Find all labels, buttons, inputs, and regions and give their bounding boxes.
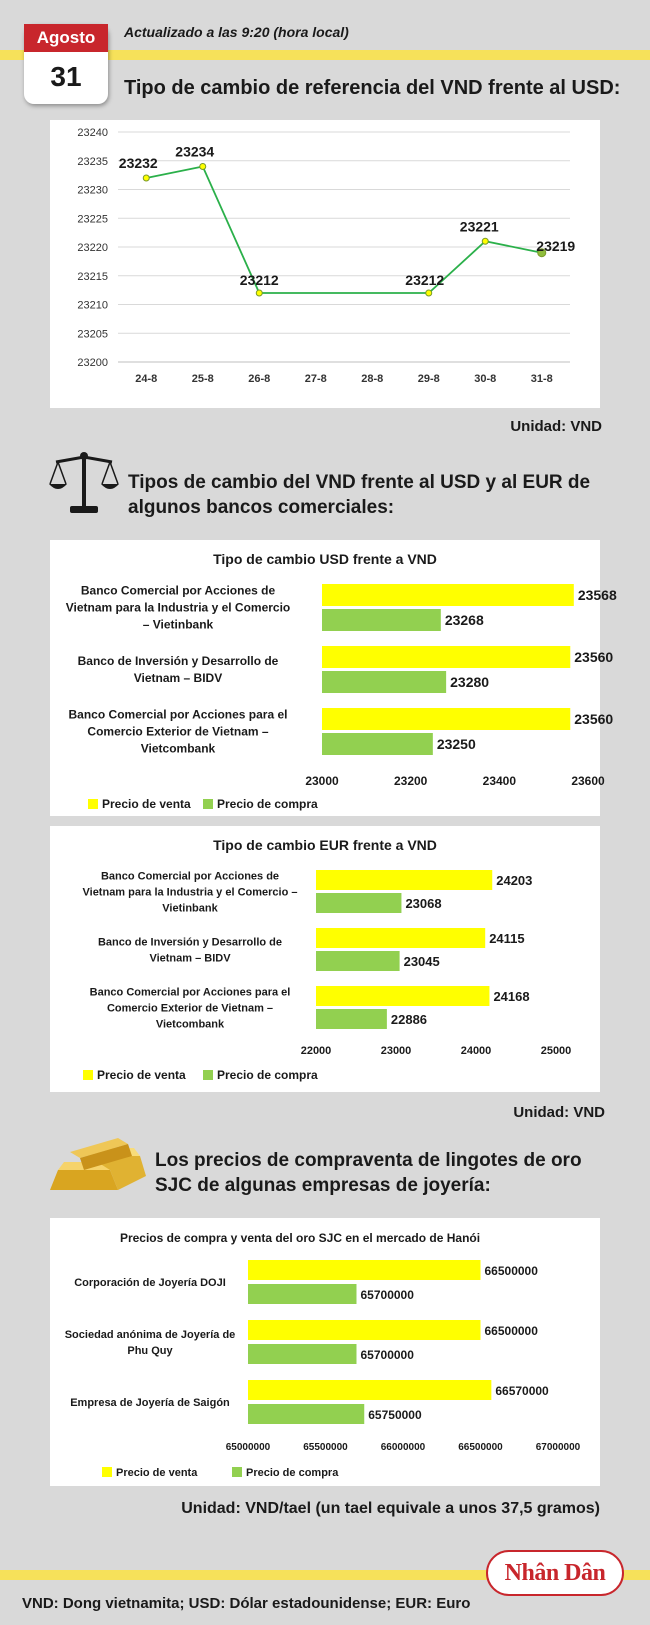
gold-chart-panel	[50, 1218, 600, 1486]
bar-sell	[248, 1380, 491, 1400]
y-tick-label: 23210	[77, 299, 108, 312]
eur-chart-panel	[50, 826, 600, 1092]
bar-value-label: 22886	[390, 1012, 428, 1027]
data-label: 23212	[405, 272, 445, 288]
date-day: 31	[50, 61, 82, 92]
legend-swatch	[203, 799, 213, 809]
y-tick-label: 23215	[77, 270, 108, 283]
bar-buy	[316, 893, 401, 913]
x-tick-label: 66000000	[380, 1442, 426, 1453]
x-tick-label: 31-8	[530, 373, 553, 385]
section2-unit: Unidad: VND	[513, 1104, 605, 1121]
x-tick-label: 24000	[460, 1045, 492, 1057]
bar-buy	[322, 733, 433, 755]
y-tick-label: 23225	[77, 213, 108, 226]
data-label: 23232	[118, 155, 158, 171]
bar-sell	[316, 928, 485, 948]
legend-label: Precio de compra	[217, 1068, 318, 1082]
category-label: Sociedad anónima de Joyería de	[64, 1329, 236, 1341]
bar-value-label: 23045	[403, 954, 440, 969]
x-tick-label: 28-8	[361, 373, 384, 385]
bar-value-label: 66570000	[495, 1384, 549, 1398]
usd-bar-chart	[50, 540, 617, 816]
y-tick-label: 23200	[77, 357, 108, 369]
category-label: Comercio Exterior de Vietnam –	[106, 1002, 274, 1015]
data-label: 23221	[459, 218, 499, 235]
category-label: Vietinbank	[162, 902, 218, 915]
section3-title	[155, 1148, 582, 1198]
section1-title: Tipo de cambio de referencia del VND frente al USD:	[124, 77, 621, 99]
category-label: Vietnam para la Industria y el Comercio –	[82, 886, 298, 899]
x-tick-label: 30-8	[474, 373, 497, 385]
x-tick-label: 23000	[305, 774, 339, 788]
x-tick-label: 22000	[300, 1045, 332, 1057]
category-label: Banco de Inversión y Desarrollo de	[97, 936, 283, 949]
logo-text: Nhân Dân	[504, 1559, 606, 1586]
category-label: Vietnam para la Industria y el Comercio	[65, 600, 291, 615]
legend-label: Precio de compra	[217, 797, 318, 811]
section2-title-line2: algunos bancos comerciales:	[128, 497, 395, 518]
legend-swatch	[88, 799, 98, 809]
bar-value-label: 66500000	[484, 1264, 538, 1278]
x-tick-label: 66500000	[458, 1442, 503, 1453]
section3-title-line1: Los precios de compraventa de lingotes de oro	[155, 1150, 582, 1171]
bar-value-label: 23560	[574, 711, 614, 727]
y-tick-label: 23235	[77, 155, 108, 168]
bar-sell	[316, 986, 489, 1006]
bar-sell	[322, 708, 570, 730]
x-tick-label: 23400	[482, 774, 517, 788]
x-tick-label: 25000	[540, 1045, 572, 1057]
data-label: 23212	[239, 272, 279, 288]
gold-bars-icon	[48, 1130, 148, 1205]
date-month: Agosto	[24, 24, 108, 52]
section3-unit: Unidad: VND/tael (un tael equivale a unos 37,5 gramos)	[181, 1500, 600, 1517]
category-label: Phu Quy	[127, 1345, 173, 1357]
bar-value-label: 23560	[574, 649, 614, 665]
nhandan-logo	[486, 1550, 624, 1596]
category-label: Empresa de Joyería de Saigón	[70, 1397, 230, 1409]
data-label: 23234	[175, 143, 215, 160]
line-chart	[50, 120, 600, 408]
section2-title	[128, 470, 590, 520]
legend-swatch	[83, 1070, 93, 1080]
bar-buy	[322, 609, 441, 631]
x-tick-label: 26-8	[248, 373, 271, 385]
y-tick-label: 23205	[77, 328, 108, 341]
x-tick-label: 65000000	[225, 1442, 271, 1453]
data-point	[256, 290, 262, 296]
category-label: Comercio Exterior de Vietnam –	[87, 724, 269, 739]
data-point	[143, 175, 149, 181]
bar-buy	[322, 671, 446, 693]
bar-sell	[316, 870, 492, 890]
x-tick-label: 25-8	[191, 373, 214, 385]
section3-title-line2: SJC de algunas empresas de joyería:	[155, 1175, 491, 1196]
bar-sell	[322, 646, 570, 668]
x-tick-label: 24-8	[135, 373, 158, 385]
bar-sell	[322, 584, 574, 606]
data-point	[426, 290, 432, 296]
bar-value-label: 23250	[436, 736, 476, 752]
bar-value-label: 65750000	[368, 1408, 422, 1422]
bar-buy	[248, 1344, 357, 1364]
x-tick-label: 23600	[571, 774, 605, 788]
category-label: – Vietinbank	[142, 617, 214, 632]
x-tick-label: 23000	[380, 1045, 412, 1057]
category-label: Banco Comercial por Acciones para el	[89, 986, 291, 999]
data-label: 23219	[536, 237, 576, 254]
data-point	[200, 164, 206, 170]
x-tick-label: 65500000	[303, 1442, 348, 1453]
updated-time: Actualizado a las 9:20 (hora local)	[124, 24, 349, 40]
legend-swatch	[203, 1070, 213, 1080]
bar-buy	[316, 1009, 387, 1029]
x-tick-label: 27-8	[304, 373, 327, 385]
category-label: Vietcombank	[140, 741, 216, 756]
bar-sell	[248, 1260, 481, 1280]
category-label: Banco Comercial por Acciones para el	[68, 707, 288, 722]
y-tick-label: 23240	[77, 127, 108, 139]
category-label: Corporación de Joyería DOJI	[74, 1277, 226, 1289]
legend-label: Precio de venta	[102, 797, 191, 811]
gold-bar-chart	[50, 1218, 600, 1486]
category-label: Banco de Inversión y Desarrollo de	[77, 654, 279, 668]
category-label: Banco Comercial por Acciones de	[100, 870, 280, 883]
category-label: Vietnam – BIDV	[149, 952, 231, 965]
section1-unit: Unidad: VND	[510, 418, 602, 435]
date-badge	[24, 24, 108, 104]
scales-icon	[48, 448, 120, 525]
legend-label: Precio de compra	[246, 1467, 339, 1479]
bar-buy	[316, 951, 400, 971]
legend-swatch	[102, 1467, 112, 1477]
bar-value-label: 65700000	[360, 1348, 414, 1362]
usd-chart-panel	[50, 540, 617, 816]
chart-title: Precios de compra y venta del oro SJC en el mercado de Hanói	[119, 1231, 481, 1245]
section2-title-line1: Tipos de cambio del VND frente al USD y al EUR de	[128, 472, 591, 493]
bar-value-label: 66500000	[484, 1324, 538, 1338]
y-tick-label: 23230	[77, 184, 108, 197]
bar-buy	[248, 1284, 357, 1304]
bar-buy	[248, 1404, 364, 1424]
legend-label: Precio de venta	[97, 1068, 186, 1082]
bar-value-label: 65700000	[360, 1288, 414, 1302]
bar-value-label: 23280	[450, 674, 490, 690]
footer-note: VND: Dong vietnamita; USD: Dólar estadounidense; EUR: Euro	[22, 1595, 471, 1612]
legend-label: Precio de venta	[116, 1467, 198, 1479]
bar-value-label: 23568	[577, 587, 617, 603]
line-chart-panel	[50, 120, 600, 408]
bar-value-label: 23268	[444, 612, 484, 628]
bar-value-label: 23068	[405, 896, 442, 911]
eur-bar-chart	[50, 826, 600, 1092]
bar-value-label: 24203	[496, 873, 533, 888]
x-tick-label: 23200	[393, 774, 428, 788]
y-tick-label: 23220	[77, 242, 108, 254]
bar-value-label: 24115	[489, 931, 525, 946]
category-label: Vietnam – BIDV	[133, 671, 223, 685]
legend-swatch	[232, 1467, 242, 1477]
chart-title: Tipo de cambio EUR frente a VND	[213, 837, 437, 853]
category-label: Banco Comercial por Acciones de	[80, 583, 276, 598]
chart-title: Tipo de cambio USD frente a VND	[213, 551, 437, 567]
bar-sell	[248, 1320, 481, 1340]
bar-value-label: 24168	[493, 989, 530, 1004]
data-point	[482, 238, 488, 244]
x-tick-label: 67000000	[535, 1442, 581, 1453]
category-label: Vietcombank	[155, 1018, 225, 1031]
x-tick-label: 29-8	[417, 373, 440, 385]
